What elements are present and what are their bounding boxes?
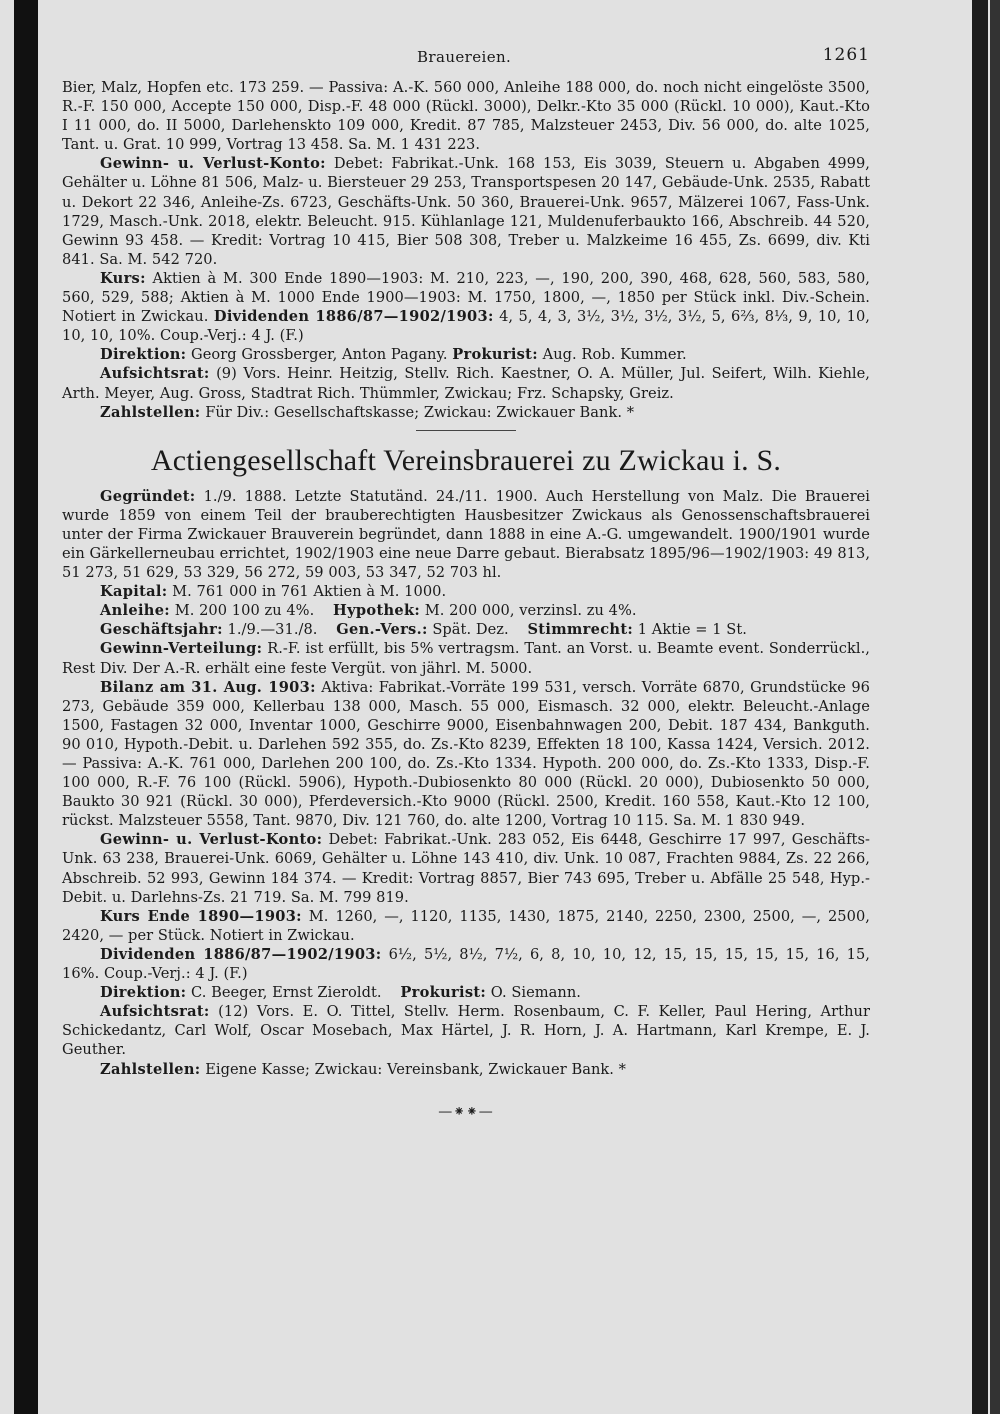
company-title: Actiengesellschaft Vereinsbrauerei zu Zwickau i. S. [150,443,782,477]
company-gewinnverteilung: Gewinn-Verteilung: R.-F. ist erfüllt, bis 5% vertragsm. Tant. an Vorst. u. Beamte event. Sonderrückl., Rest Div. Der A.-R. erhält eine feste Vergüt. von jährl. M. 5000. [62,640,870,677]
end-ornament: —⁕⁕— [438,1103,494,1120]
company-bilanz: Bilanz am 31. Aug. 1903: Aktiva: Fabrikat.-Vorräte 199 531, versch. Vorräte 6870, Grundstücke 96 273, Gebäude 359 000, Kellerbau 138 000, Masch. 55 000, Eismasch. 32 000, elektr. Beleucht.-Anlage 1500, Fastagen 32 000, Inventar 1000, Geschirre 9000, Eisenbahnwagen 200, Debit. 187 434, Bankguth. 90 010, Hypoth.-Debit. u. Darlehen 592 355, do. Zs.-Kto 8239, Effekten 18 100, Kassa 1424, Versich. 2012. — Passiva: A.-K. 761 000, Darlehen 200 100, do. Zs.-Kto 1334. Hypoth. 200 000, do. Zs.-Kto 1333, Disp.-F. 100 000, R.-F. 76 100 (Rückl. 5906), Hypoth.-Dubiosenkto 80 000 (Rückl. 20 000), Dubiosenkto 50 000, Baukto 30 921 (Rückl. 30 000), Pferdeversich.-Kto 9000 (Rückl. 2500, Kredit. 160 558, Kaut.-Kto 12 100, rückst. Malzsteuer 5558, Tant. 9870, Div. 121 760, do. alte 1200, Vortrag 10 115. Sa. M. 1 830 949. [62,678,870,830]
prev-zahlstellen: Zahlstellen: Für Div.: Gesellschaftskasse; Zwickau: Zwickauer Bank. * [100,403,635,421]
company-kurs: Kurs Ende 1890—1903: M. 1260, —, 1120, 1135, 1430, 1875, 2140, 2250, 2300, 2500, —, 2500, 2420, — per Stück. Notiert in Zwickau. [62,907,870,944]
company-geschaeftsjahr: Geschäftsjahr: 1./9.—31./8. Gen.-Vers.: Spät. Dez. Stimmrecht: 1 Aktie = 1 St. [100,621,747,639]
section-divider [416,430,516,431]
page-edge-right [972,0,988,1414]
company-direktion: Direktion: C. Beeger, Ernst Zieroldt. Prokurist: O. Siemann. [100,984,581,1002]
page-content [62,45,871,1122]
page-edge-left [14,0,38,1414]
company-profit-loss: Gewinn- u. Verlust-Konto: Debet: Fabrikat.-Unk. 283 052, Eis 6448, Geschirre 17 997, Geschäfts-Unk. 63 238, Brauerei-Unk. 6069, Gehälter u. Löhne 143 410, div. Unk. 10 087, Frachten 9884, Zs. 22 266, Abschreib. 52 993, Gewinn 184 374. — Kredit: Vortrag 8857, Bier 743 695, Treber u. Abfälle 25 548, Hyp.-Debit. u. Darlehns-Zs. 21 719. Sa. M. 799 819. [62,831,870,906]
prev-aufsichtsrat: Aufsichtsrat: (9) Vors. Heinr. Heitzig, Stellv. Rich. Kaestner, O. A. Müller, Jul. Seifert, Wilh. Kiehle, Arth. Meyer, Aug. Gross, Stadtrat Rich. Thümmler, Zwickau; Frz. Schapsky, Greiz. [62,365,870,402]
page-number: 1261 [822,45,870,65]
company-gegruendet: Gegründet: 1./9. 1888. Letzte Statutänd. 24./11. 1900. Auch Herstellung von Malz. Die Brauerei wurde 1859 von einem Teil der brauberechtigten Hausbesitzer Zwickaus als Genossenschaftsbrauerei unter der Firma Zwickauer Brauverein begründet, dann 1888 in eine A.-G. umgewandelt. 1900/1901 wurde ein Gärkellerneubau errichtet, 1902/1903 eine neue Darre gebaut. Bierabsatz 1895/96—1902/1903: 49 813, 51 273, 51 629, 53 329, 56 272, 59 003, 53 347, 52 703 hl. [62,487,871,582]
company-anleihe: Anleihe: M. 200 100 zu 4%. Hypothek: M. 200 000, verzinsl. zu 4%. [100,602,637,620]
company-aufsichtsrat: Aufsichtsrat: (12) Vors. E. O. Tittel, Stellv. Herm. Rosenbaum, C. F. Keller, Paul Hering, Arthur Schickedantz, Carl Wolf, Oscar Mosebach, Max Härtel, J. R. Horn, J. A. Hartmann, Karl Krempe, E. J. Geuther. [62,1003,870,1059]
prev-balance-continuation: Bier, Malz, Hopfen etc. 173 259. — Passiva: A.-K. 560 000, Anleihe 188 000, do. noch nicht eingelöste 3500, R.-F. 150 000, Accepte 150 000, Disp.-F. 48 000 (Rückl. 3000), Delkr.-Kto 35 000 (Rückl. 10 000), Kaut.-Kto I 11 000, do. II 5000, Darlehenskto 109 000, Kredit. 87 785, Malzsteuer 2453, Div. 56 000, do. alte 1025, Tant. u. Grat. 10 999, Vortrag 13 458. Sa. M. 1 431 223. [62,79,870,154]
prev-profit-loss: Gewinn- u. Verlust-Konto: Debet: Fabrikat.-Unk. 168 153, Eis 3039, Steuern u. Abgaben 4999, Gehälter u. Löhne 81 506, Malz- u. Biersteuer 29 253, Transportspesen 20 147, Gebäude-Unk. 2535, Rabatt u. Dekort 22 346, Anleihe-Zs. 6723, Geschäfts-Unk. 50 360, Brauerei-Unk. 9657, Mälzerei 1067, Fass-Unk. 1729, Masch.-Unk. 2018, elektr. Beleucht. 915. Kühlanlage 121, Muldenuferbaukto 166, Abschreib. 44 520, Gewinn 93 458. — Kredit: Vortrag 10 415, Bier 508 308, Treber u. Malzkeime 16 455, Zs. 6699, div. Kti 841. Sa. M. 542 720. [62,155,870,268]
company-dividenden: Dividenden 1886/87—1902/1903: 6½, 5½, 8½, 7½, 6, 8, 10, 10, 12, 15, 15, 15, 15, 15, 16, 15, 16%. Coup.-Verj.: 4 J. (F.) [62,945,870,983]
company-zahlstellen: Zahlstellen: Eigene Kasse; Zwickau: Vereinsbank, Zwickauer Bank. * [100,1060,627,1078]
running-title: Brauereien. [417,48,512,66]
page-edge-right-outer [990,0,1000,1414]
company-kapital: Kapital: M. 761 000 in 761 Aktien à M. 1000. [100,583,447,601]
prev-direktion: Direktion: Georg Grossberger, Anton Pagany. Prokurist: Aug. Rob. Kummer. [100,346,687,364]
prev-kurs: Kurs: Aktien à M. 300 Ende 1890—1903: M. 210, 223, —, 190, 200, 390, 468, 628, 560, 583, 580, 560, 529, 588; Aktien à M. 1000 Ende 1900—1903: M. 1750, 1800, —, 1850 per Stück inkl. Div.-Schein. Notiert in Zwickau. Dividenden 1886/87—1902/1903: 4, 5, 4, 3, 3½, 3½, 3½, 3½, 5, 6⅔, 8⅓, 9, 10, 10, 10, 10, 10%. Coup.-Verj.: 4 J. (F.) [62,269,870,345]
running-head [62,45,870,78]
